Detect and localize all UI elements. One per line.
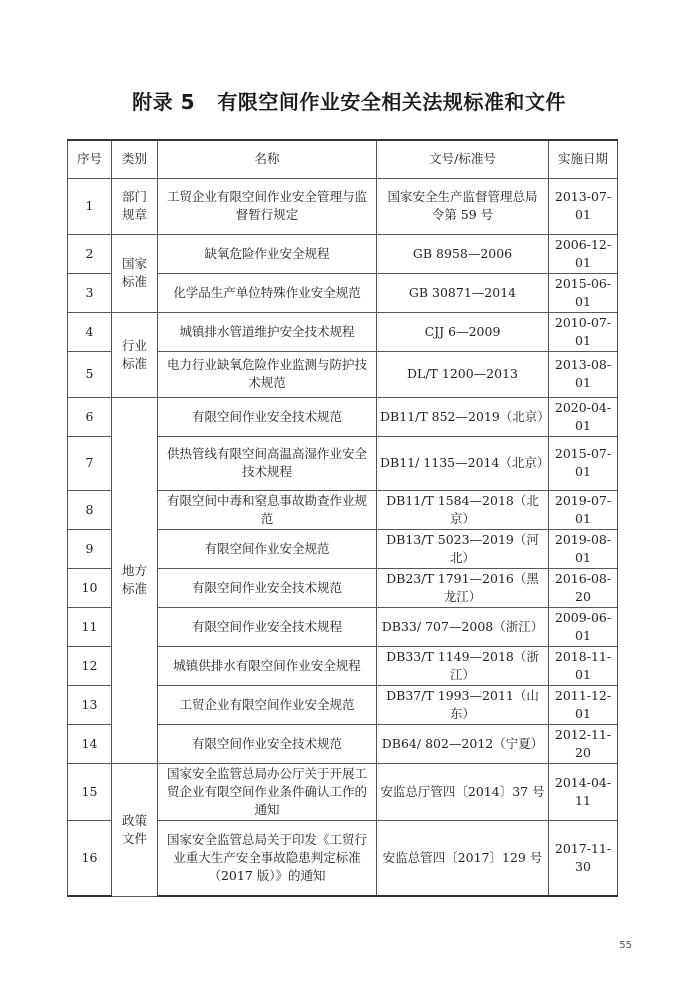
row-seq: 15: [68, 763, 112, 820]
page-number: 55: [619, 940, 632, 951]
row-name: 城镇排水管道维护安全技术规程: [158, 312, 377, 351]
header-category: 类别: [112, 140, 158, 178]
row-date: 2017-11-30: [549, 820, 618, 896]
row-seq: 13: [68, 685, 112, 724]
row-date: 2019-08-01: [549, 529, 618, 568]
table-row: [68, 234, 618, 273]
category-local-std: 地方标准: [112, 397, 158, 763]
row-doc-no: DB11/T 1584—2018（北京）: [377, 490, 549, 529]
row-date: 2010-07-01: [549, 312, 618, 351]
row-seq: 12: [68, 646, 112, 685]
row-doc-no: 安监总管四〔2017〕129 号: [377, 820, 549, 896]
row-seq: 8: [68, 490, 112, 529]
row-name: 国家安全监管总局关于印发《工贸行业重大生产安全事故隐患判定标准（2017 版）》的通知: [158, 820, 377, 896]
category-policy-doc: 政策文件: [112, 763, 158, 896]
row-name: 化学品生产单位特殊作业安全规范: [158, 273, 377, 312]
row-doc-no: DB64/ 802—2012（宁夏）: [377, 724, 549, 763]
row-name: 供热管线有限空间高温高湿作业安全技术规程: [158, 436, 377, 490]
table-row: [68, 763, 618, 820]
table-row: [68, 178, 618, 234]
row-name: 有限空间作业安全技术规程: [158, 607, 377, 646]
row-name: 有限空间作业安全技术规范: [158, 397, 377, 436]
row-name: 有限空间中毒和窒息事故勘查作业规范: [158, 490, 377, 529]
row-date: 2013-08-01: [549, 351, 618, 397]
row-doc-no: DB33/ 707—2008（浙江）: [377, 607, 549, 646]
row-seq: 4: [68, 312, 112, 351]
row-date: 2015-06-01: [549, 273, 618, 312]
table-header-row: [68, 140, 618, 178]
page-title: 附录 5 有限空间作业安全相关法规标准和文件: [132, 90, 566, 114]
header-doc-no: 文号/标准号: [377, 140, 549, 178]
row-doc-no: DB11/T 852—2019（北京）: [377, 397, 549, 436]
row-seq: 5: [68, 351, 112, 397]
header-date: 实施日期: [549, 140, 618, 178]
row-date: 2019-07-01: [549, 490, 618, 529]
table-row: [68, 312, 618, 351]
row-name: 有限空间作业安全技术规范: [158, 568, 377, 607]
row-date: 2020-04-01: [549, 397, 618, 436]
row-doc-no: DB11/ 1135—2014（北京）: [377, 436, 549, 490]
row-name: 工贸企业有限空间作业安全管理与监督暂行规定: [158, 178, 377, 234]
row-name: 城镇供排水有限空间作业安全规程: [158, 646, 377, 685]
row-doc-no: DB23/T 1791—2016（黑龙江）: [377, 568, 549, 607]
header-name: 名称: [158, 140, 377, 178]
row-seq: 16: [68, 820, 112, 896]
row-doc-no: GB 8958—2006: [377, 234, 549, 273]
row-date: 2018-11-01: [549, 646, 618, 685]
row-doc-no: 国家安全生产监督管理总局 令第 59 号: [377, 178, 549, 234]
row-date: 2006-12-01: [549, 234, 618, 273]
row-seq: 11: [68, 607, 112, 646]
row-seq: 6: [68, 397, 112, 436]
row-seq: 3: [68, 273, 112, 312]
header-seq: 序号: [68, 140, 112, 178]
row-seq: 1: [68, 178, 112, 234]
row-doc-no: DL/T 1200—2013: [377, 351, 549, 397]
row-seq: 2: [68, 234, 112, 273]
row-seq: 9: [68, 529, 112, 568]
row-date: 2012-11-20: [549, 724, 618, 763]
row-doc-no: 安监总厅管四〔2014〕37 号: [377, 763, 549, 820]
row-doc-no: DB33/T 1149—2018（浙江）: [377, 646, 549, 685]
row-doc-no: GB 30871—2014: [377, 273, 549, 312]
row-date: 2016-08-20: [549, 568, 618, 607]
regulations-table: [67, 139, 618, 897]
table-row: [68, 397, 618, 436]
row-date: 2009-06-01: [549, 607, 618, 646]
row-doc-no: CJJ 6—2009: [377, 312, 549, 351]
row-date: 2014-04-11: [549, 763, 618, 820]
row-seq: 10: [68, 568, 112, 607]
row-doc-no: DB37/T 1993—2011（山东）: [377, 685, 549, 724]
row-date: 2015-07-01: [549, 436, 618, 490]
row-name: 缺氧危险作业安全规程: [158, 234, 377, 273]
row-seq: 14: [68, 724, 112, 763]
category-dept-rules: 部门规章: [112, 178, 158, 234]
row-date: 2013-07-01: [549, 178, 618, 234]
row-name: 国家安全监管总局办公厅关于开展工贸企业有限空间作业条件确认工作的通知: [158, 763, 377, 820]
row-seq: 7: [68, 436, 112, 490]
category-industry-std: 行业标准: [112, 312, 158, 397]
row-date: 2011-12-01: [549, 685, 618, 724]
row-name: 电力行业缺氧危险作业监测与防护技术规范: [158, 351, 377, 397]
row-name: 工贸企业有限空间作业安全规范: [158, 685, 377, 724]
row-name: 有限空间作业安全规范: [158, 529, 377, 568]
row-doc-no: DB13/T 5023—2019（河北）: [377, 529, 549, 568]
category-national-std: 国家标准: [112, 234, 158, 312]
row-name: 有限空间作业安全技术规范: [158, 724, 377, 763]
